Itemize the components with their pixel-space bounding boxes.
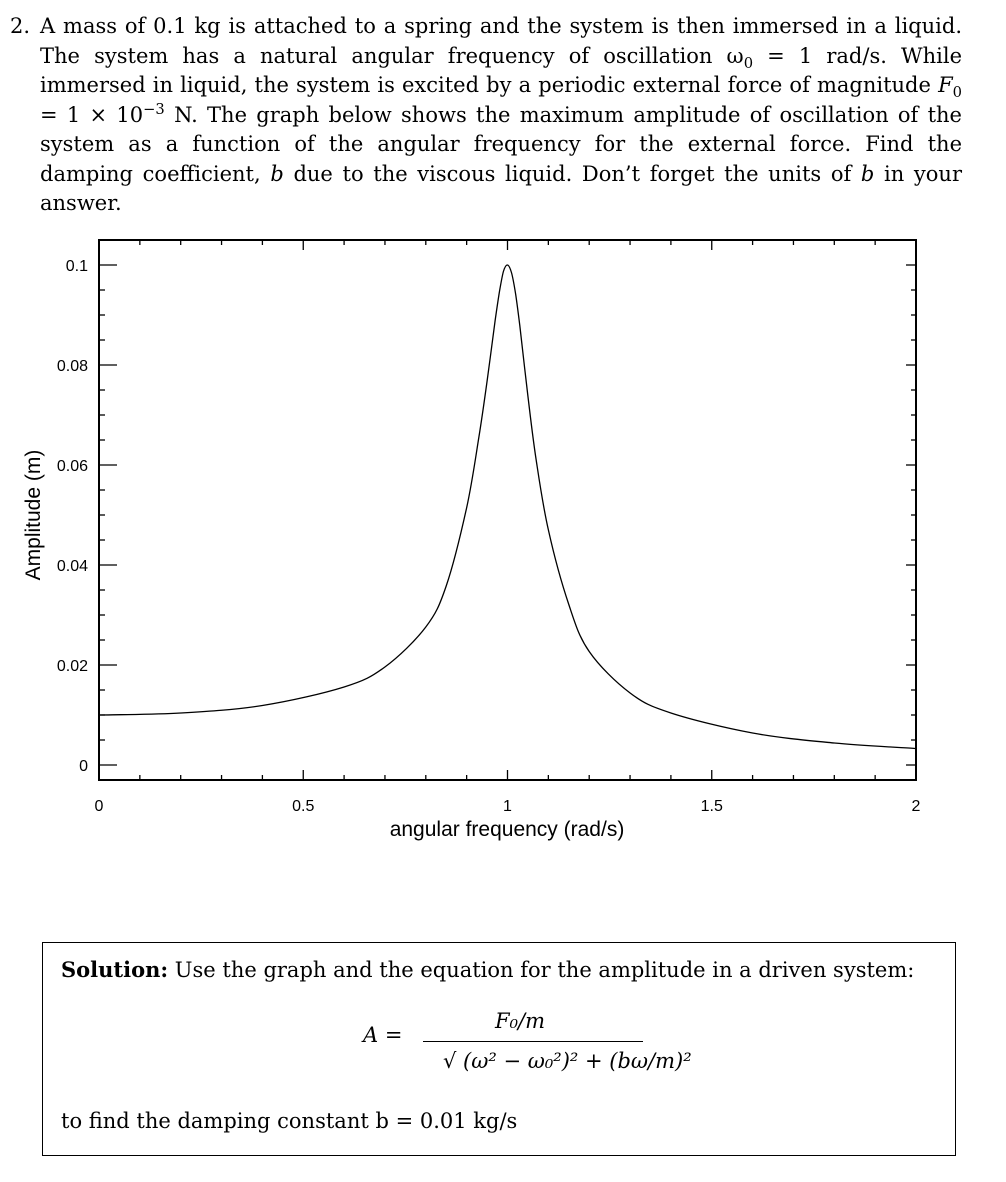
- amplitude-chart: [0, 225, 1006, 855]
- equation-lhs: A =: [363, 1023, 403, 1047]
- equation-denominator: √ (ω² − ω₀²)² + (bω/m)²: [443, 1049, 692, 1073]
- x-tick-label: 0.5: [292, 798, 315, 815]
- solution-conclusion: to find the damping constant b = 0.01 kg/s: [61, 1109, 518, 1133]
- solution-label: Solution:: [61, 957, 169, 982]
- amplitude-curve: [99, 265, 916, 749]
- solution-intro: Solution: Use the graph and the equation for the amplitude in a driven system:: [61, 957, 915, 982]
- fraction-bar: [423, 1041, 643, 1042]
- y-tick-label: 0.08: [56, 358, 88, 375]
- y-tick-label: 0.02: [56, 658, 88, 675]
- problem-number: 2.: [10, 14, 31, 38]
- y-tick-label: 0.04: [56, 558, 88, 575]
- axis-ticks: [99, 240, 916, 780]
- equation-numerator: F₀/m: [495, 1009, 545, 1033]
- solution-box: [42, 942, 956, 1156]
- y-tick-label: 0: [79, 758, 88, 775]
- x-tick-label: 0: [94, 798, 104, 815]
- y-axis-label: Amplitude (m): [22, 449, 45, 581]
- y-tick-label: 0.1: [65, 258, 88, 275]
- problem-statement: [10, 12, 962, 219]
- problem-text: A mass of 0.1 kg is attached to a spring and the system is then immersed in a liquid. The system has a natural angular frequency of oscillation $\omega_0 = 1$ rad/s. While immersed in liquid, the system is excited by a periodic external force of magnitude $F_0 = 1 \times 10^{-3}$ N. The graph below shows the maximum amplitude of oscillation of the system as a function of the angular frequency for the external force. Find the damping coefficient, b due to the viscous liquid. Don’t forget the units of b in your answer.: [40, 14, 962, 215]
- x-tick-label: 1.5: [700, 798, 723, 815]
- tick-labels: [57, 258, 921, 815]
- plot-frame: [99, 240, 916, 780]
- x-tick-label: 2: [911, 798, 921, 815]
- y-tick-label: 0.06: [56, 458, 88, 475]
- x-axis-label: angular frequency (rad/s): [389, 818, 625, 841]
- x-tick-label: 1: [503, 798, 512, 815]
